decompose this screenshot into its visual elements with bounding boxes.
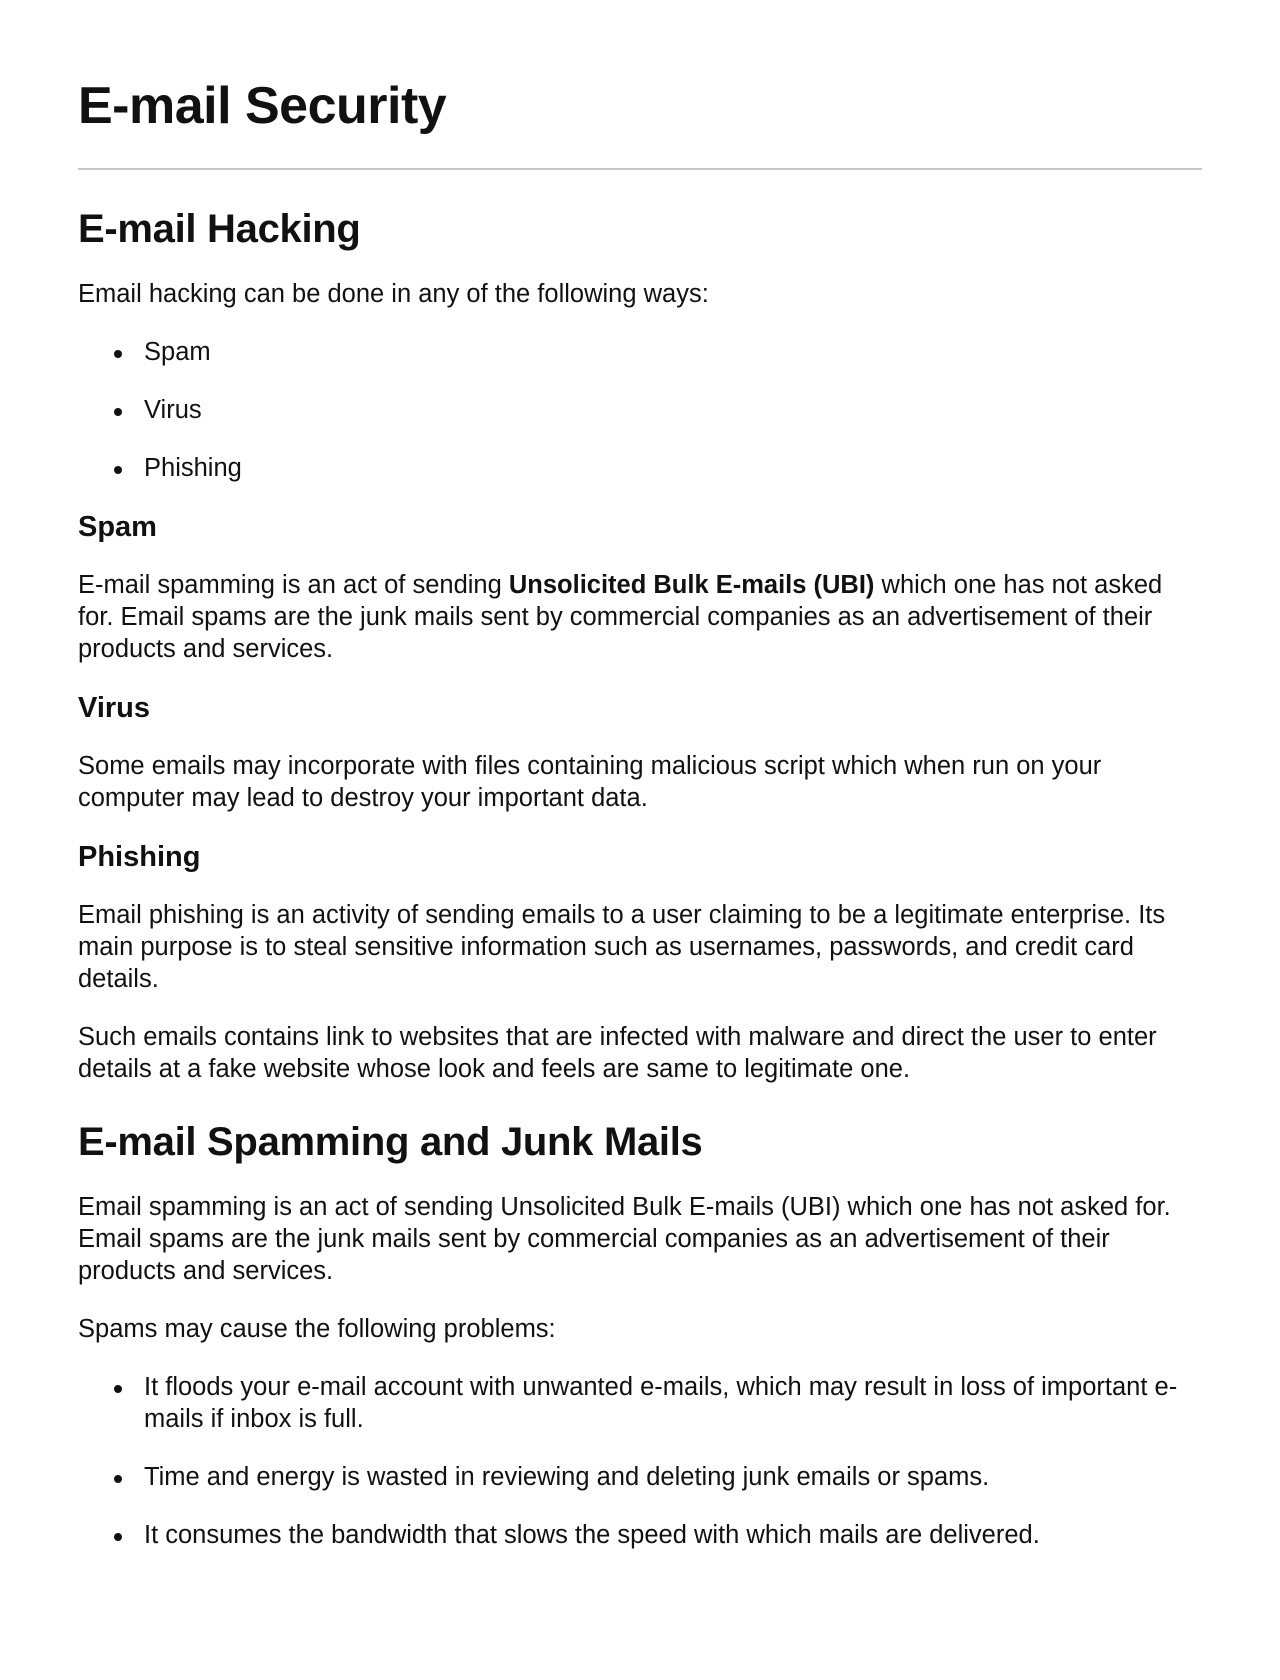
bullet-icon [114,1385,122,1393]
spam-problems-list [78,1371,1202,1551]
list-item [144,336,1202,368]
virus-paragraph: Some emails may incorporate with files containing malicious script which when run on your computer may lead to destroy your important data. [78,751,1102,812]
list-item [144,452,1202,484]
phishing-paragraph-1: Email phishing is an activity of sending emails to a user claiming to be a legitimate enterprise. Its main purpose is to steal sensitive information such as usernames, passwords, and credit card details. [78,900,1166,993]
section-heading-email-spamming: E-mail Spamming and Junk Mails [78,1119,703,1164]
subheading-spam: Spam [78,511,157,544]
bullet-icon [114,1475,122,1483]
list-item-text: Time and energy is wasted in reviewing and deleting junk emails or spams. [144,1462,990,1491]
spam-text-after: which one has not asked for. Email spams are the junk mails sent by commercial companies as an advertisement of their products and services. [78,570,1163,663]
list-item-text: It consumes the bandwidth that slows the speed with which mails are delivered. [144,1520,1040,1549]
bullet-icon [114,466,122,474]
list-item-text: Virus [144,396,202,425]
spam-text-before: E-mail spamming is an act of sending [78,570,509,599]
spamming-paragraph-2: Spams may cause the following problems: [78,1314,556,1343]
hacking-ways-list [78,336,1202,484]
list-item [144,1519,1202,1551]
list-item-text: Phishing [144,454,242,483]
spam-text-bold: Unsolicited Bulk E-mails (UBI) [508,570,875,599]
subheading-phishing: Phishing [78,840,201,873]
list-item-text: Spam [144,338,211,367]
list-item [144,1461,1202,1493]
bullet-icon [114,350,122,358]
spamming-paragraph-1: Email spamming is an act of sending Unsolicited Bulk E-mails (UBI) which one has not asked for. Email spams are the junk mails sent by commercial companies as an advertisement of their products and services. [78,1192,1171,1285]
hacking-intro-paragraph: Email hacking can be done in any of the following ways: [78,280,709,309]
title-divider [78,168,1202,170]
section-heading-email-hacking: E-mail Hacking [78,207,361,252]
spam-paragraph [78,569,1202,665]
subheading-virus: Virus [78,691,151,724]
list-item-text: It floods your e-mail account with unwanted e-mails, which may result in loss of important e-mails if inbox is full. [144,1372,1178,1433]
page-title: E-mail Security [78,77,447,135]
list-item [144,1371,1202,1435]
phishing-paragraph-2: Such emails contains link to websites that are infected with malware and direct the user to enter details at a fake website whose look and feels are same to legitimate one. [78,1022,1157,1083]
bullet-icon [114,1533,122,1541]
list-item [144,394,1202,426]
bullet-icon [114,408,122,416]
